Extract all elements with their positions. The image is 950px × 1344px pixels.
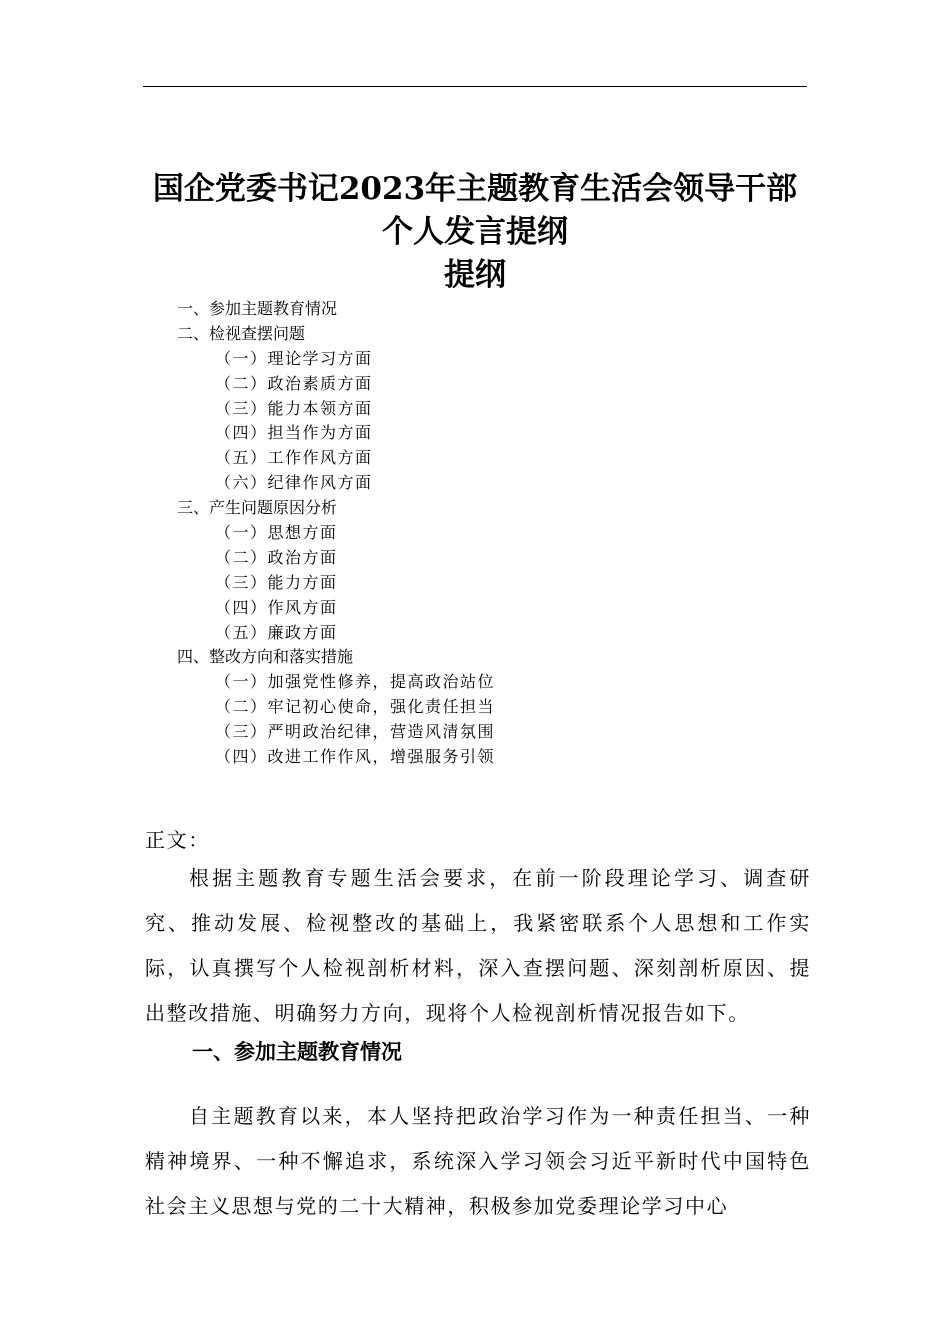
- outline-list: [0, 297, 950, 770]
- outline-section-item: 三、产生问题原因分析: [177, 498, 338, 518]
- outline-heading: 提纲: [444, 257, 506, 293]
- outline-section-item: 一、参加主题教育情况: [177, 299, 338, 318]
- document-title-line-1: 国企党委书记2023年主题教育生活会领导干部: [152, 171, 798, 207]
- outline-subsection-item: （四）改进工作作风，增强服务引领: [215, 747, 496, 767]
- intro-paragraph: 根据主题教育专题生活会要求，在前一阶段理论学习、调查研究、推动发展、检视整改的基础上，我紧密联系个人思想和工作实际，认真撰写个人检视剖析材料，深入查摆问题、深刻剖析原因、提出整改措施、明确努力方向，现将个人检视剖析情况报告如下。: [145, 866, 811, 1025]
- outline-subsection-item: （二）牢记初心使命，强化责任担当: [215, 697, 496, 717]
- header-rule: [143, 86, 807, 87]
- outline-subsection-item: （四）担当作为方面: [215, 423, 373, 443]
- outline-subsection-item: （一）加强党性修养，提高政治站位: [215, 672, 496, 692]
- outline-subsection-item: （一）思想方面: [215, 523, 338, 543]
- outline-subsection-item: （六）纪律作风方面: [215, 473, 373, 493]
- outline-section-item: 四、整改方向和落实措施: [177, 647, 354, 667]
- outline-subsection-item: （三）能力方面: [215, 572, 338, 592]
- outline-subsection-item: （二）政治素质方面: [215, 373, 373, 393]
- outline-section-item: 二、检视查摆问题: [177, 323, 306, 343]
- outline-subsection-item: （二）政治方面: [215, 547, 338, 567]
- outline-subsection-item: （五）廉政方面: [215, 622, 338, 642]
- outline-subsection-item: （三）严明政治纪律，营造风清氛围: [215, 722, 496, 742]
- document-title-line-2: 个人发言提纲: [382, 214, 568, 250]
- outline-subsection-item: （四）作风方面: [215, 597, 338, 617]
- outline-subsection-item: （三）能力本领方面: [215, 398, 373, 418]
- outline-subsection-item: （一）理论学习方面: [215, 348, 373, 368]
- section-1-paragraph: 自主题教育以来，本人坚持把政治学习作为一种责任担当、一种精神境界、一种不懈追求，系统深入学习领会习近平新时代中国特色社会主义思想与党的二十大精神，积极参加党委理论学习中心: [145, 1104, 811, 1218]
- body-label: 正文：: [145, 828, 210, 852]
- outline-subsection-item: （五）工作作风方面: [215, 448, 373, 468]
- section-heading-1: 一、参加主题教育情况: [192, 1040, 402, 1064]
